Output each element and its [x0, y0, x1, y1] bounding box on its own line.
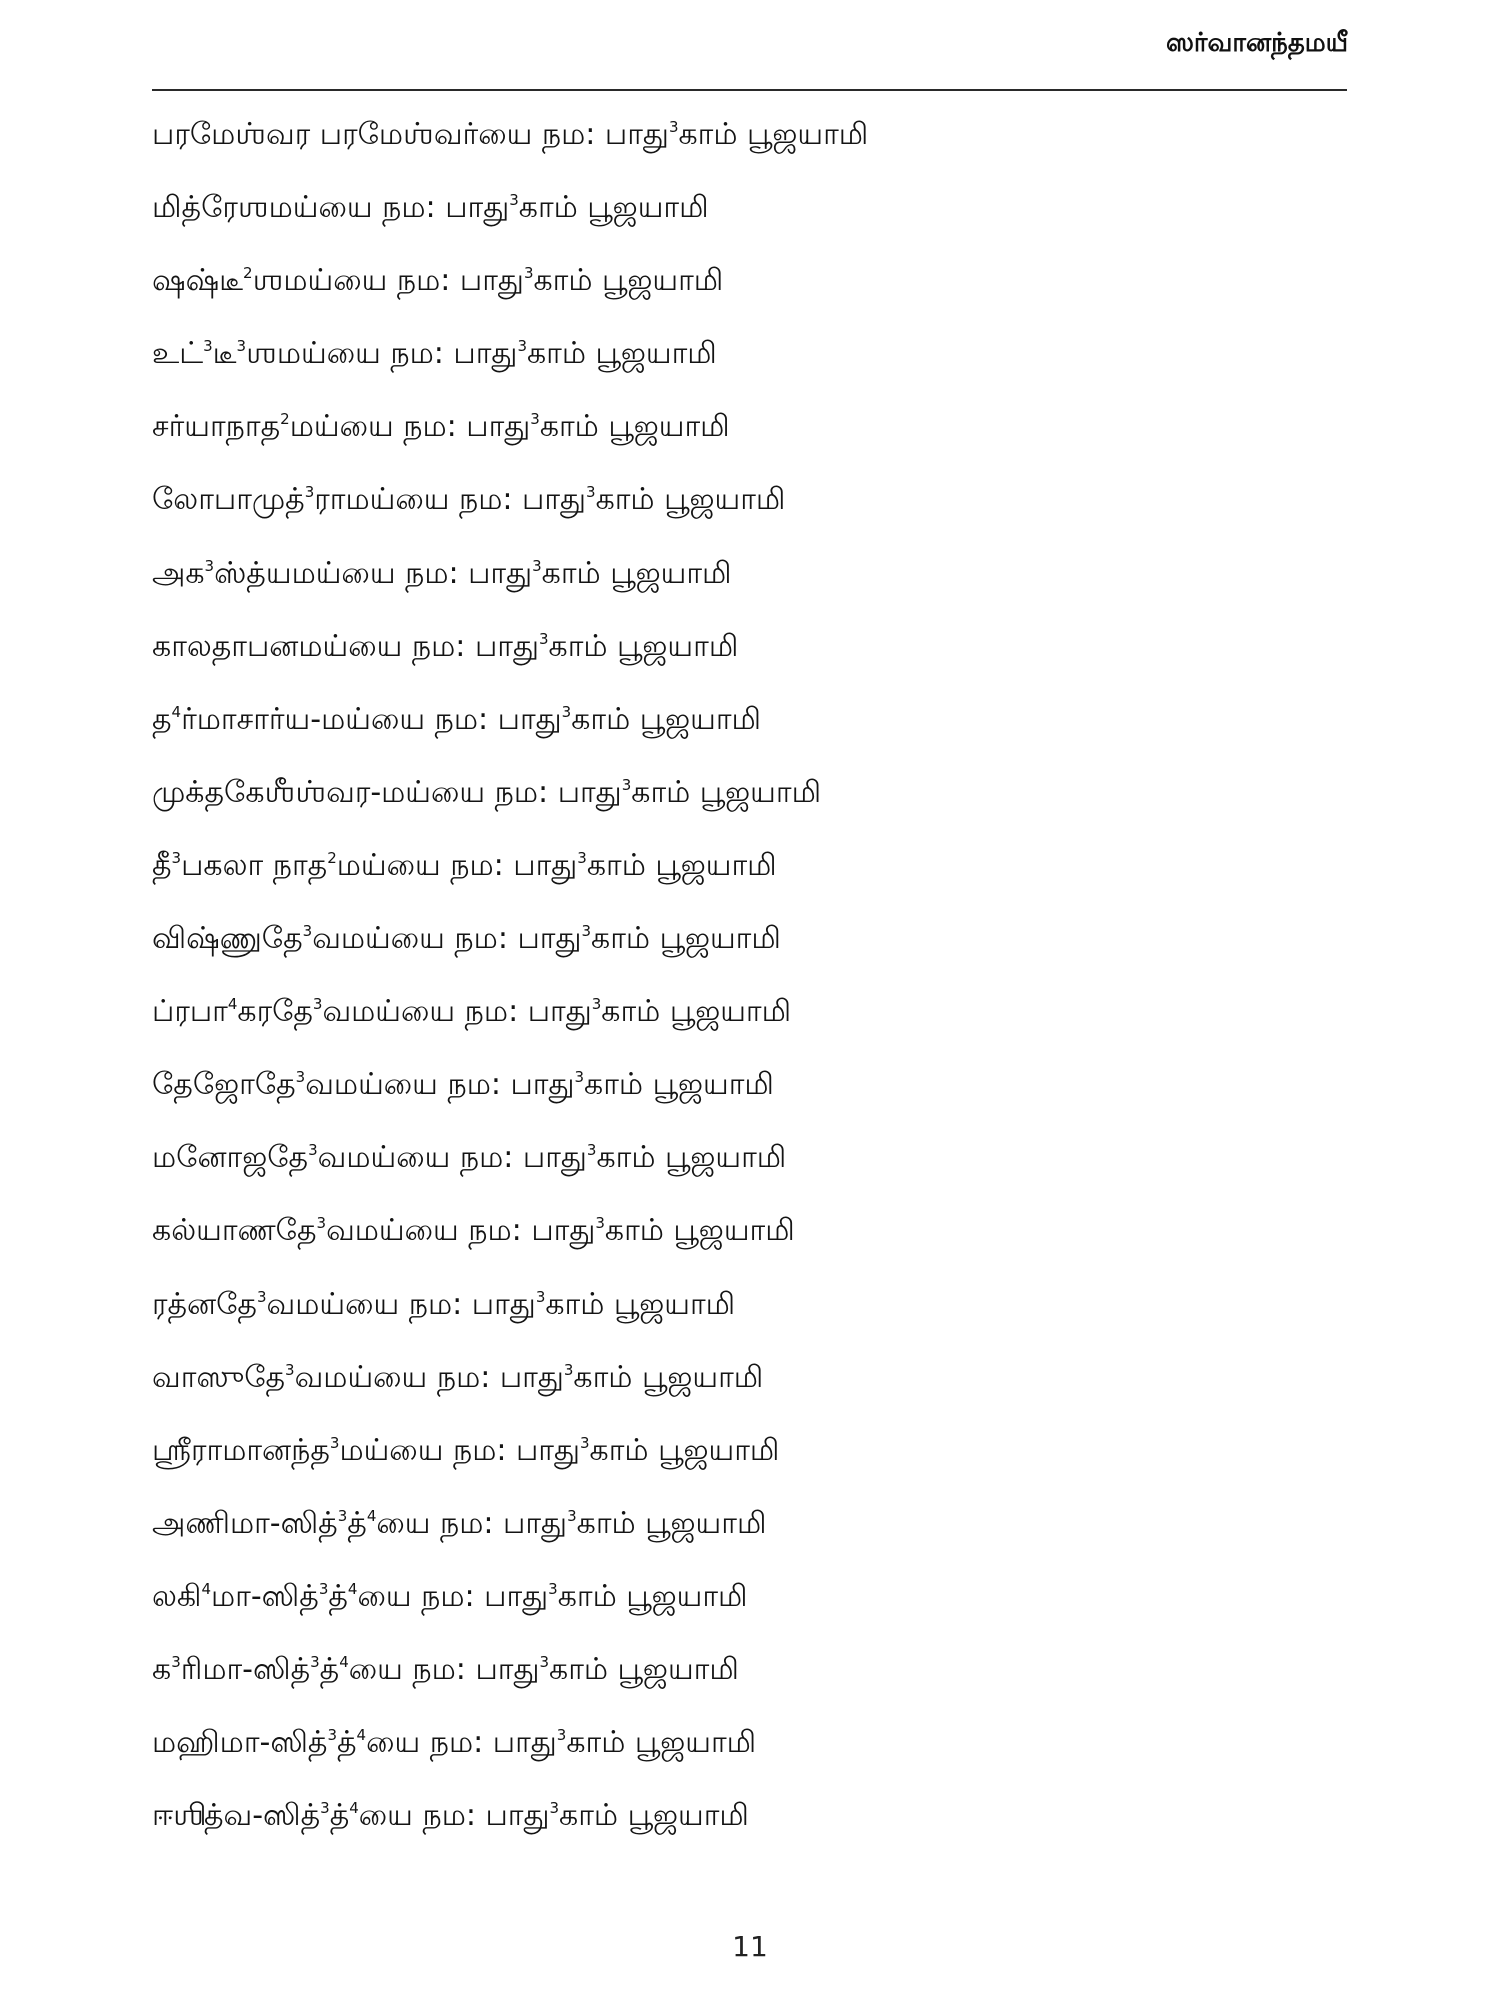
superscript-numeral: 4	[201, 1579, 212, 1598]
superscript-numeral: 4	[339, 1652, 349, 1671]
superscript-numeral: 3	[621, 775, 632, 794]
mantra-line	[152, 1194, 868, 1267]
mantra-text: க	[152, 1651, 172, 1687]
superscript-numeral: 3	[256, 1287, 267, 1306]
superscript-numeral: 4	[366, 1506, 377, 1525]
mantra-text: உட்	[152, 336, 204, 372]
superscript-numeral: 3	[563, 1360, 574, 1379]
mantra-text: லோபாமுத்	[152, 482, 305, 518]
mantra-text: ஶமய்யை நம: பாது	[252, 263, 524, 299]
mantra-text: மா-ஸித்	[211, 1578, 319, 1614]
superscript-numeral: 3	[310, 1652, 320, 1671]
superscript-numeral: 3	[532, 556, 542, 575]
superscript-numeral: 2	[327, 848, 337, 867]
mantra-text: காம் பூஜயாமி	[533, 263, 724, 299]
mantra-line	[152, 1779, 868, 1852]
superscript-numeral: 3	[337, 1506, 348, 1525]
mantra-line	[152, 1268, 868, 1341]
mantra-text: மய்யை நம: பாது	[289, 409, 531, 445]
mantra-line	[152, 390, 868, 463]
mantra-text: யை நம: பாது	[357, 1578, 549, 1614]
mantra-text: மய்யை நம: பாது	[336, 847, 578, 883]
mantra-text: மஹிமா-ஸித்	[152, 1725, 328, 1761]
superscript-numeral: 3	[561, 702, 572, 721]
mantra-text: காம் பூஜயாமி	[518, 190, 709, 226]
mantra-text: முக்தகேஶீஶ்வர-மய்யை நம: பாது	[152, 774, 622, 810]
mantra-text: காம் பூஜயாமி	[545, 1286, 736, 1322]
mantra-text: பகலா நாத	[181, 847, 328, 883]
mantra-line	[152, 98, 868, 171]
mantra-line	[152, 1048, 868, 1121]
mantra-text: காம் பூஜயாமி	[596, 1140, 787, 1176]
mantra-text: வமய்யை நம: பாது	[322, 994, 592, 1030]
mantra-text: ப்ரபா	[152, 994, 228, 1030]
superscript-numeral: 2	[280, 410, 290, 429]
mantra-line	[152, 756, 868, 829]
mantra-text: த்	[347, 1505, 367, 1541]
superscript-numeral: 3	[312, 995, 323, 1014]
mantra-text: காம் பூஜயாமி	[548, 628, 739, 664]
mantra-text: ஶ்ரீராமானந்த	[152, 1432, 330, 1468]
superscript-numeral: 3	[577, 848, 587, 867]
mantra-text: காம் பூஜயாமி	[559, 1798, 749, 1834]
superscript-numeral: 3	[203, 337, 213, 356]
mantra-text: விஷ்ணுதே	[152, 921, 303, 957]
page-number: 11	[732, 1930, 768, 1963]
mantra-text: லகி	[152, 1578, 202, 1614]
mantra-text: த்	[337, 1725, 357, 1761]
mantra-line	[152, 1706, 868, 1779]
mantra-text: காம் பூஜயாமி	[601, 994, 792, 1030]
superscript-numeral: 3	[316, 1214, 327, 1233]
mantra-line	[152, 610, 868, 683]
mantra-line	[152, 902, 868, 975]
mantra-text: மித்ரேஶமய்யை நம: பாது	[152, 190, 510, 226]
mantra-text: த்	[329, 1798, 350, 1834]
mantra-text: காம் பூஜயாமி	[586, 847, 777, 883]
header-divider	[152, 89, 1347, 91]
superscript-numeral: 3	[530, 410, 540, 429]
mantra-text: காம் பூஜயாமி	[571, 701, 762, 737]
mantra-text: ஶமய்யை நம: பாது	[246, 336, 518, 372]
superscript-numeral: 3	[548, 1579, 558, 1598]
superscript-numeral: 4	[227, 995, 238, 1014]
mantra-line	[152, 975, 868, 1048]
mantra-text: காம் பூஜயாமி	[566, 1725, 757, 1761]
mantra-text: காம் பூஜயாமி	[678, 117, 869, 152]
mantra-text: பரமேஶ்வர பரமேஶ்வர்யை நம: பாது	[152, 117, 669, 152]
mantra-text: சர்யாநாத	[152, 409, 281, 445]
superscript-numeral: 3	[549, 1799, 560, 1818]
superscript-numeral: 3	[567, 1506, 577, 1525]
mantra-text: வமய்யை நம: பாது	[266, 1286, 536, 1322]
superscript-numeral: 3	[517, 337, 527, 356]
superscript-numeral: 3	[295, 1068, 306, 1087]
mantra-text: டீ	[212, 336, 237, 372]
mantra-text: த	[152, 701, 172, 737]
mantra-line	[152, 171, 868, 244]
superscript-numeral: 4	[349, 1799, 359, 1818]
superscript-numeral: 3	[236, 337, 247, 356]
superscript-numeral: 3	[171, 848, 182, 867]
mantra-line	[152, 683, 868, 756]
superscript-numeral: 3	[580, 1433, 590, 1452]
mantra-text: த்	[319, 1651, 340, 1687]
superscript-numeral: 3	[308, 1141, 318, 1160]
mantra-text: யை நம: பாது	[376, 1505, 568, 1541]
mantra-text: ரத்னதே	[152, 1286, 257, 1322]
superscript-numeral: 3	[204, 556, 215, 575]
mantra-line	[152, 537, 868, 610]
running-header-title: ஸர்வானந்தமயீ	[1165, 28, 1348, 58]
mantra-line	[152, 1341, 868, 1414]
mantra-text: மய்யை நம: பாது	[339, 1432, 580, 1468]
mantra-line	[152, 1633, 868, 1706]
superscript-numeral: 3	[327, 1726, 337, 1745]
mantra-text: ராமய்யை நம: பாது	[314, 482, 587, 518]
mantra-text: வமய்யை நம: பாது	[305, 1067, 575, 1103]
superscript-numeral: 4	[171, 702, 182, 721]
mantra-text: ஈஶித்வ-ஸித்	[152, 1798, 321, 1834]
superscript-numeral: 3	[304, 483, 315, 502]
superscript-numeral: 3	[556, 1726, 567, 1745]
mantra-line	[152, 317, 868, 390]
mantra-text: காம் பூஜயாமி	[595, 482, 786, 518]
mantra-text: அணிமா-ஸித்	[152, 1505, 338, 1541]
mantra-line	[152, 244, 868, 317]
mantra-text: வமய்யை நம: பாது	[317, 1140, 587, 1176]
mantra-list	[152, 98, 868, 1852]
superscript-numeral: 3	[509, 191, 519, 210]
mantra-text: யை நம: பாது	[366, 1725, 557, 1761]
mantra-text: காம் பூஜயாமி	[631, 774, 822, 810]
superscript-numeral: 2	[243, 264, 253, 283]
mantra-text: காம் பூஜயாமி	[591, 921, 781, 957]
mantra-line	[152, 1121, 868, 1194]
mantra-text: ரிமா-ஸித்	[180, 1651, 311, 1687]
mantra-text: கல்யாணதே	[152, 1213, 317, 1249]
mantra-text: காம் பூஜயாமி	[584, 1067, 774, 1103]
superscript-numeral: 3	[535, 1287, 546, 1306]
superscript-numeral: 3	[591, 995, 602, 1014]
mantra-line	[152, 1487, 868, 1560]
superscript-numeral: 3	[285, 1360, 295, 1379]
mantra-text: கரதே	[237, 994, 313, 1030]
mantra-text: காம் பூஜயாமி	[539, 409, 730, 445]
superscript-numeral: 3	[539, 1652, 550, 1671]
mantra-line	[152, 463, 868, 536]
superscript-numeral: 3	[668, 118, 679, 136]
superscript-numeral: 3	[586, 1141, 597, 1160]
mantra-text: வமய்யை நம: பாது	[294, 1359, 564, 1395]
mantra-line	[152, 1414, 868, 1487]
superscript-numeral: 4	[347, 1579, 358, 1598]
mantra-text: காம் பூஜயாமி	[589, 1432, 780, 1468]
mantra-text: அக	[152, 555, 205, 591]
superscript-numeral: 3	[302, 922, 313, 941]
superscript-numeral: 3	[320, 1799, 330, 1818]
mantra-text: ஷஷ்டீ	[152, 263, 244, 299]
mantra-line	[152, 1560, 868, 1633]
mantra-text: வமய்யை நம: பாது	[326, 1213, 596, 1249]
mantra-text: காலதாபனமய்யை நம: பாது	[152, 628, 539, 664]
superscript-numeral: 3	[538, 629, 549, 648]
superscript-numeral: 3	[523, 264, 534, 283]
superscript-numeral: 3	[329, 1433, 340, 1452]
mantra-text: காம் பூஜயாமி	[557, 1578, 748, 1614]
mantra-text: த்	[328, 1578, 348, 1614]
superscript-numeral: 3	[574, 1068, 585, 1087]
mantra-text: யை நம: பாது	[358, 1798, 550, 1834]
superscript-numeral: 3	[595, 1214, 605, 1233]
mantra-text: காம் பூஜயாமி	[526, 336, 717, 372]
superscript-numeral: 3	[586, 483, 596, 502]
mantra-text: தீ	[152, 847, 172, 883]
mantra-text: மனோஜதே	[152, 1140, 309, 1176]
superscript-numeral: 3	[171, 1652, 181, 1671]
mantra-text: ஸ்த்யமய்யை நம: பாது	[214, 555, 533, 591]
mantra-line	[152, 829, 868, 902]
mantra-text: ர்மாசார்ய-மய்யை நம: பாது	[181, 701, 562, 737]
superscript-numeral: 3	[318, 1579, 329, 1598]
mantra-text: காம் பூஜயாமி	[604, 1213, 795, 1249]
superscript-numeral: 3	[581, 922, 592, 941]
mantra-text: காம் பூஜயாமி	[576, 1505, 767, 1541]
mantra-text: காம் பூஜயாமி	[573, 1359, 764, 1395]
mantra-text: தேஜோதே	[152, 1067, 296, 1103]
mantra-text: காம் பூஜயாமி	[541, 555, 732, 591]
mantra-text: வாஸுதே	[152, 1359, 286, 1395]
mantra-text: காம் பூஜயாமி	[549, 1651, 739, 1687]
superscript-numeral: 4	[356, 1726, 367, 1745]
mantra-text: வமய்யை நம: பாது	[312, 921, 582, 957]
mantra-text: யை நம: பாது	[348, 1651, 540, 1687]
